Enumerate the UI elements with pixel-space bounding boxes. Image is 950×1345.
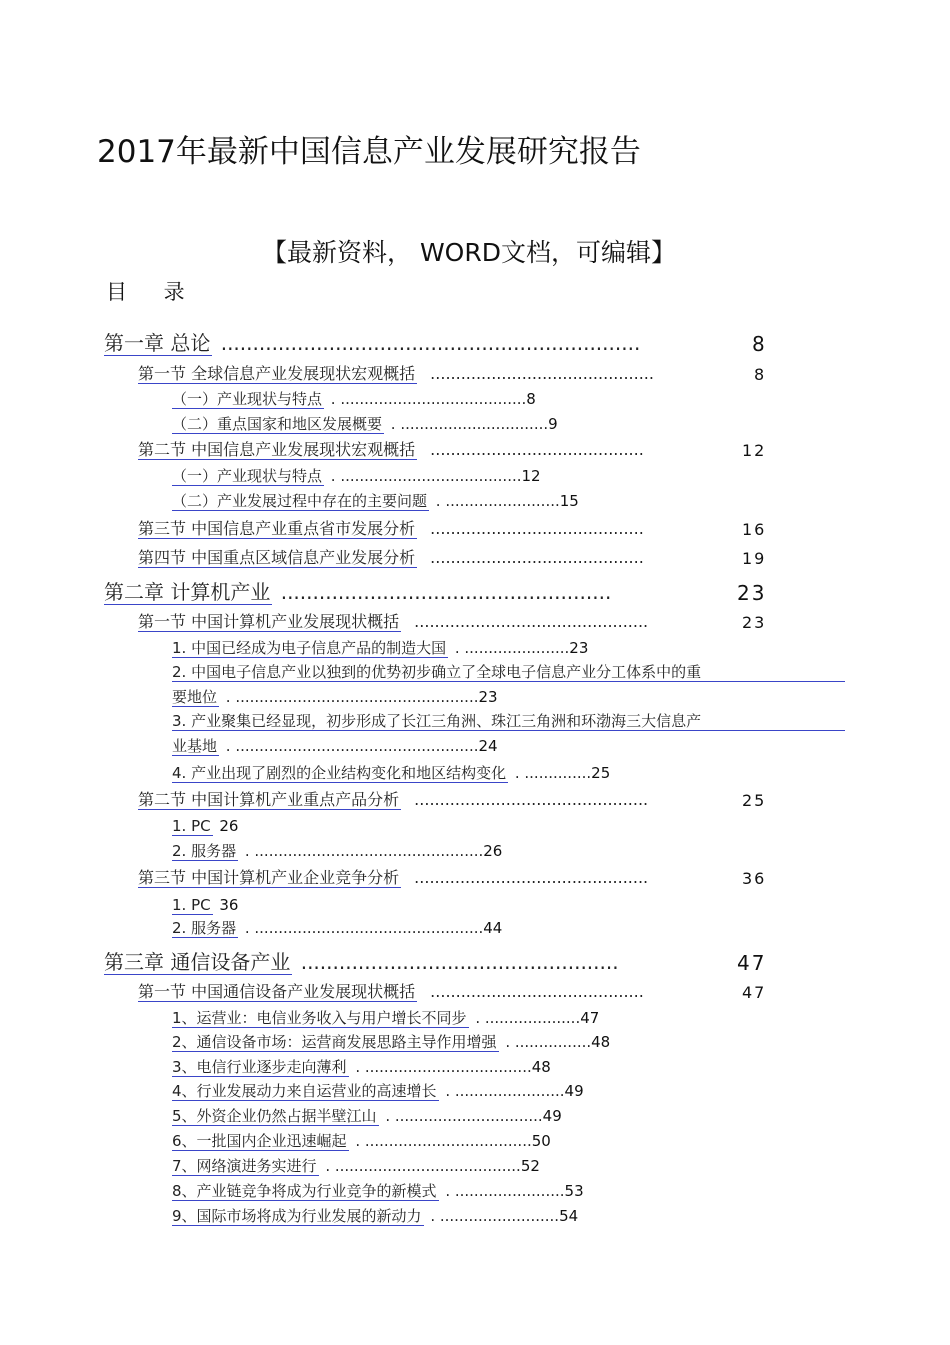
toc-leader-dots: . ................................................ [240,919,484,937]
toc-entry-link[interactable]: 1. 中国已经成为电子信息产品的制造大国 [172,639,447,657]
toc-entry-link[interactable]: 2. 中国电子信息产业以独到的优势初步确立了全球电子信息产业分工体系中的重 [172,664,845,682]
toc-leader-dots: . ....................................... [320,1157,521,1175]
toc-entry-continuation[interactable] [172,738,498,755]
toc-leader-dots: . ......................... [425,1207,560,1225]
toc-entry[interactable] [172,765,610,782]
toc-leader-dots: .............................................. [409,612,649,631]
toc-entry-link[interactable]: 第二节 中国信息产业发展现状宏观概括 [138,440,416,459]
toc-page-number: 23 [742,613,767,632]
toc-page-number: 52 [520,1157,540,1175]
toc-page-number: 53 [564,1182,584,1200]
toc-entry-link[interactable]: 3、电信行业逐步走向薄利 [172,1058,347,1076]
toc-entry-link[interactable]: （二）产业发展过程中存在的主要问题 [172,492,428,510]
toc-page-number: 49 [542,1107,562,1125]
document-title: 2017年最新中国信息产业发展研究报告 [97,134,641,170]
toc-entry[interactable] [172,640,588,657]
toc-leader-dots: ............................................ [425,364,654,383]
toc-entry[interactable] [172,1183,584,1200]
toc-entry[interactable] [172,843,502,860]
toc-entry-link[interactable]: 9、国际市场将成为行业发展的新动力 [172,1207,422,1225]
toc-entry[interactable] [138,365,654,383]
toc-leader-dots: .......................................... [425,982,644,1001]
toc-entry[interactable] [172,818,238,835]
toc-entry-link[interactable]: （二）重点国家和地区发展概要 [172,415,383,433]
toc-leader-dots: . ............................... [380,1107,543,1125]
toc-leader-dots: .............................................. [409,790,649,809]
toc-entry-link[interactable]: 2. 服务器 [172,842,237,860]
toc-page-number: 26 [219,817,239,835]
toc-leader-dots: .......................................... [425,548,644,567]
toc-entry[interactable] [138,613,648,631]
toc-page-number: 15 [559,492,579,510]
toc-heading: 目 录 [106,280,185,304]
toc-entry[interactable] [172,391,536,408]
toc-entry[interactable] [138,791,648,809]
toc-entry-link[interactable]: 2、通信设备市场：运营商发展思路主导作用增强 [172,1033,497,1051]
toc-page-number: 12 [521,467,541,485]
toc-page-number: 49 [564,1082,584,1100]
toc-page-number: 54 [559,1207,579,1225]
toc-leader-dots: . ....................... [440,1182,565,1200]
toc-page-number: 16 [742,520,767,539]
toc-entry[interactable] [172,664,845,682]
toc-leader-dots: . ....................................... [326,390,527,408]
toc-entry[interactable] [172,897,238,914]
toc-entry[interactable] [104,951,619,974]
toc-page-number: 47 [737,951,767,975]
toc-page-number: 36 [219,896,239,914]
toc-leader-dots: .................................................. [294,950,619,974]
toc-entry-link[interactable]: 4、行业发展动力来自运营业的高速增长 [172,1082,437,1100]
toc-leader-dots: . ................................... [350,1058,532,1076]
toc-entry[interactable] [172,920,502,937]
toc-entry[interactable] [172,713,845,731]
toc-entry-link[interactable]: 第三节 中国信息产业重点省市发展分析 [138,519,416,538]
toc-page-number: 50 [531,1132,551,1150]
document-subtitle: 【最新资料， WORD文档，可编辑】 [262,238,676,267]
toc-entry[interactable] [172,1010,599,1027]
toc-leader-dots: . ...................................... [326,467,522,485]
toc-entry[interactable] [138,441,644,459]
toc-entry[interactable] [104,332,640,355]
toc-entry-link[interactable]: 第一节 中国通信设备产业发展现状概括 [138,982,416,1001]
toc-entry-link[interactable]: 第一章 总论 [104,331,211,355]
toc-entry[interactable] [172,1133,551,1150]
toc-leader-dots: . ................................... [350,1132,532,1150]
toc-page-number: 25 [591,764,611,782]
toc-leader-dots: . ....................... [440,1082,565,1100]
toc-entry[interactable] [172,416,558,433]
toc-leader-dots: .................................................... [274,580,612,604]
toc-page-number: 47 [742,983,767,1002]
toc-entry-continuation[interactable] [172,689,498,706]
toc-entry[interactable] [172,1208,578,1225]
toc-entry-link[interactable]: 6、一批国内企业迅速崛起 [172,1132,347,1150]
toc-leader-dots: .......................................... [425,440,644,459]
toc-entry[interactable] [172,1034,610,1051]
toc-entry-link[interactable]: 第三节 中国计算机产业企业竞争分析 [138,868,400,887]
toc-entry-link[interactable]: 1. PC [172,817,211,835]
toc-leader-dots: . ................................................... [221,737,479,755]
toc-entry[interactable] [138,549,644,567]
toc-entry-link[interactable]: 5、外资企业仍然占据半壁江山 [172,1107,377,1125]
toc-entry[interactable] [138,520,644,538]
toc-entry-link[interactable]: 1. PC [172,896,211,914]
toc-page-number: 36 [742,869,767,888]
toc-leader-dots: . .................... [470,1009,581,1027]
toc-entry-link[interactable]: 第四节 中国重点区域信息产业发展分析 [138,548,416,567]
toc-entry[interactable] [138,869,648,887]
toc-leader-dots: . ........................ [431,492,560,510]
toc-page-number: 8 [752,332,767,356]
toc-page-number: 48 [591,1033,611,1051]
toc-entry-link[interactable]: 第一节 中国计算机产业发展现状概括 [138,612,400,631]
toc-entry-link-continued[interactable]: 要地位 [172,688,218,706]
toc-entry-link[interactable]: （一）产业现状与特点 [172,390,323,408]
toc-entry[interactable] [172,1108,562,1125]
toc-entry-link[interactable]: 第二节 中国计算机产业重点产品分析 [138,790,400,809]
toc-page-number: 26 [483,842,503,860]
toc-entry-link[interactable]: （一）产业现状与特点 [172,467,323,485]
toc-page-number: 9 [548,415,558,433]
toc-entry[interactable] [138,983,644,1001]
toc-leader-dots: .............................................. [409,868,649,887]
toc-entry-link[interactable]: 8、产业链竞争将成为行业竞争的新模式 [172,1182,437,1200]
toc-page-number: 44 [483,919,503,937]
toc-leader-dots: . ................................................ [240,842,484,860]
toc-entry[interactable] [104,581,611,604]
toc-entry-link[interactable]: 4. 产业出现了剧烈的企业结构变化和地区结构变化 [172,764,507,782]
toc-page-number: 23 [737,581,767,605]
toc-page-number: 48 [531,1058,551,1076]
toc-entry-link-continued[interactable]: 业基地 [172,737,218,755]
toc-entry-link[interactable]: 2. 服务器 [172,919,237,937]
toc-page-number: 23 [478,688,498,706]
toc-leader-dots: . ................ [500,1033,592,1051]
toc-page-number: 12 [742,441,767,460]
toc-entry[interactable] [172,493,579,510]
toc-entry[interactable] [172,468,541,485]
toc-entry-link[interactable]: 1、运营业：电信业务收入与用户增长不同步 [172,1009,467,1027]
toc-page-number: 47 [580,1009,600,1027]
toc-leader-dots: . ...................... [450,639,570,657]
toc-entry-link[interactable]: 第一节 全球信息产业发展现状宏观概括 [138,364,416,383]
toc-leader-dots: . .............. [510,764,592,782]
toc-leader-dots: . ............................... [386,415,549,433]
toc-page-number: 19 [742,549,767,568]
toc-page-number: 24 [478,737,498,755]
toc-page-number: 8 [754,365,767,384]
toc-entry[interactable] [172,1059,551,1076]
toc-entry-link[interactable]: 第二章 计算机产业 [104,580,271,604]
toc-entry[interactable] [172,1083,584,1100]
toc-entry-link[interactable]: 7、网络演进务实进行 [172,1157,317,1175]
toc-page-number: 25 [742,791,767,810]
toc-entry[interactable] [172,1158,540,1175]
toc-leader-dots: .......................................... [425,519,644,538]
toc-entry-link[interactable]: 第三章 通信设备产业 [104,950,291,974]
toc-entry-link[interactable]: 3. 产业聚集已经显现，初步形成了长江三角洲、珠江三角洲和环渤海三大信息产 [172,713,845,731]
toc-leader-dots: .................................................................. [214,331,641,355]
toc-leader-dots: . ................................................... [221,688,479,706]
toc-page-number: 23 [569,639,589,657]
toc-page-number: 8 [526,390,536,408]
